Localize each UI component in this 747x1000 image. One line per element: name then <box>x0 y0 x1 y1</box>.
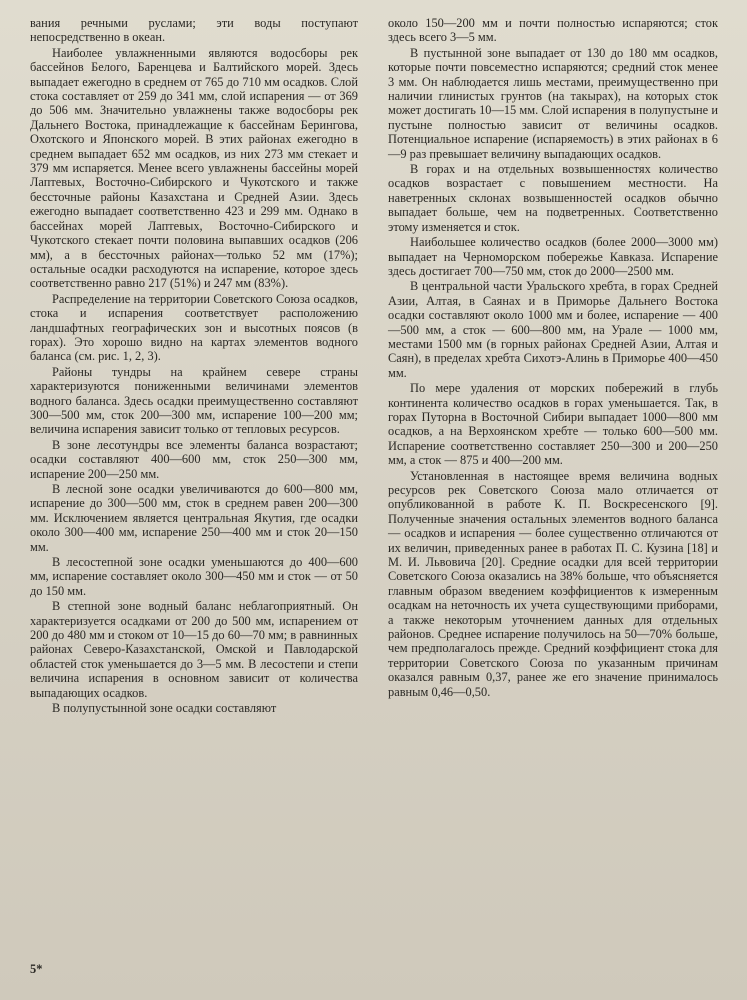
paragraph: Распределение на территории Советского Союза осадков, стока и испарения соответствует расположению ландшафтных географических зон и высотных поясов (в горах). Это хорошо видно на картах элементов водного баланса (см. рис. 1, 2, 3). <box>30 291 358 364</box>
paragraph: В зоне лесотундры все элементы баланса возрастают; осадки составляют 400—600 мм, сток 250—300 мм, испарение 200—250 мм. <box>30 437 358 481</box>
left-text-column <box>30 16 358 716</box>
right-text-column <box>388 16 718 699</box>
paragraph: В полупустынной зоне осадки составляют <box>52 701 277 716</box>
paragraph: В степной зоне водный баланс неблагоприятный. Он характеризуется осадками от 200 до 500 мм, испарением от 200 до 480 мм и стоком от 10—15 до 60—70 мм; в равнинных районах Северо-Казахстанской, Омской и Павлодарской областей сток уменьшается до 3—5 мм. В лесостепи и степи величина испарения в основном зависит от количества выпадающих осадков. <box>30 599 358 700</box>
paragraph: около 150—200 мм и почти полностью испаряются; сток здесь всего 3—5 мм. <box>388 16 718 45</box>
paragraph: В лесной зоне осадки увеличиваются до 600—800 мм, испарение до 300—500 мм, сток в среднем равен 200—300 мм. Исключением является центральная Якутия, где осадки около 300—400 мм, испарение 250—400 мм и сток 20—150 мм. <box>30 482 358 554</box>
paragraph: По мере удаления от морских побережий в глубь континента количество осадков в горах уменьшается. Так, в горах Путорна в Восточной Сибири выпадает 1000—800 мм осадков, а на Верхоянском хребте — только 600—500 мм. Испарение соответственно составляет 250—300 и 200—250 мм, а сток — 875 и 400—200 мм. <box>388 381 718 468</box>
paragraph: В центральной части Уральского хребта, в горах Средней Азии, Алтая, в Саянах и в Приморье Дальнего Востока осадки составляют около 1000 мм и более, испарение — 400—500 мм, а сток — 600—800 мм, на Урале — 1000 мм, местами 1500 мм (в горных районах Средней Азии, Алтая и Саян), в пределах хребта Сихотэ-Алинь в Приморье 400—450 мм. <box>388 279 718 380</box>
paragraph: В пустынной зоне выпадает от 130 до 180 мм осадков, которые почти повсеместно испаряются; средний сток менее 3 мм. Он наблюдается лишь местами, преимущественно при наличии глинистых грунтов (на такырах), на которых сток может достигать 10—15 мм. Слой испарения в полупустыне и пустыне полностью зависит от величины осадков. Потенциальное испарение (испаряемость) в этих районах в 6—9 раз превышает величину выпадающих осадков. <box>388 45 718 161</box>
paragraph: Районы тундры на крайнем севере страны характеризуются пониженными величинами элементов водного баланса. Здесь осадки преимущественно составляют 300—500 мм, сток 200—300 мм, испарение 100—200 мм; величина испарения зависит только от тепловых ресурсов. <box>30 364 358 437</box>
paragraph: Наибольшее количество осадков (более 2000—3000 мм) выпадает на Черноморском побережье Кавказа. Испарение здесь достигает 700—750 мм, сток до 2000—2500 мм. <box>388 235 718 278</box>
paragraph: Установленная в настоящее время величина водных ресурсов рек Советского Союза мало отличается от опубликованной в работе К. П. Воскресенского [9]. Полученные значения остальных элементов водного баланса — осадков и испарения — более существенно отличаются от их величин, приведенных ранее в работах П. С. Кузина [18] и М. И. Львовича [20]. Средние осадки для всей территории Советского Союза оказались на 38% больше, что объясняется главным образом введением коэффициентов к измеренным осадкам на неточность их учета существующими приборами, а также некоторым уточнением данных для отдельных районов. Среднее испарение получилось на 50—70% больше, чем предполагалось прежде. Средний коэффициент стока для территории Советского Союза по указанным причинам оказался равным 0,37, ранее же его значение принималось равным 0,46—0,50. <box>388 468 718 699</box>
paragraph: В лесостепной зоне осадки уменьшаются до 400—600 мм, испарение составляет около 300—450 мм и сток — от 50 до 150 мм. <box>30 555 358 598</box>
paragraph: В горах и на отдельных возвышенностях количество осадков возрастает с повышением местности. На наветренных склонах возвышенностей осадков обычно выпадает больше, чем на подветренных. Соответственно этому изменяется и сток. <box>388 162 718 234</box>
paragraph: вания речными руслами; эти воды поступают непосредственно в океан. <box>30 16 358 45</box>
paragraph: Наиболее увлажненными являются водосборы рек бассейнов Белого, Баренцева и Балтийского морей. Здесь выпадает ежегодно в среднем от 765 до 710 мм осадков. Слой стока составляет от 259 до 341 мм, слой испарения — от 369 до 506 мм. Значительно увлажнены также водосборы рек Дальнего Востока, принадлежащие к бассейнам Берингова, Охотского и Японского морей. В этих районах ежегодно в среднем выпадает 652 мм осадков, из них 273 мм стекает и 379 мм испаряется. Менее всего увлажнены бассейны морей Лаптевых, Восточно-Сибирского и Чукотского и также бессточные районы Казахстана и Средней Азии. Здесь ежегодно выпадает соответственно 423 и 299 мм. Однако в бассейнах морей Лаптевых, Восточно-Сибирского и Чукотского стекает почти половина выпавших осадков (206 мм), а в бессточных районах—только 52 мм (17%); остальные осадки расходуются на испарение, которое здесь соответственно равно 217 (51%) и 247 мм (83%). <box>30 45 358 291</box>
page-folio: 5* <box>30 962 43 976</box>
